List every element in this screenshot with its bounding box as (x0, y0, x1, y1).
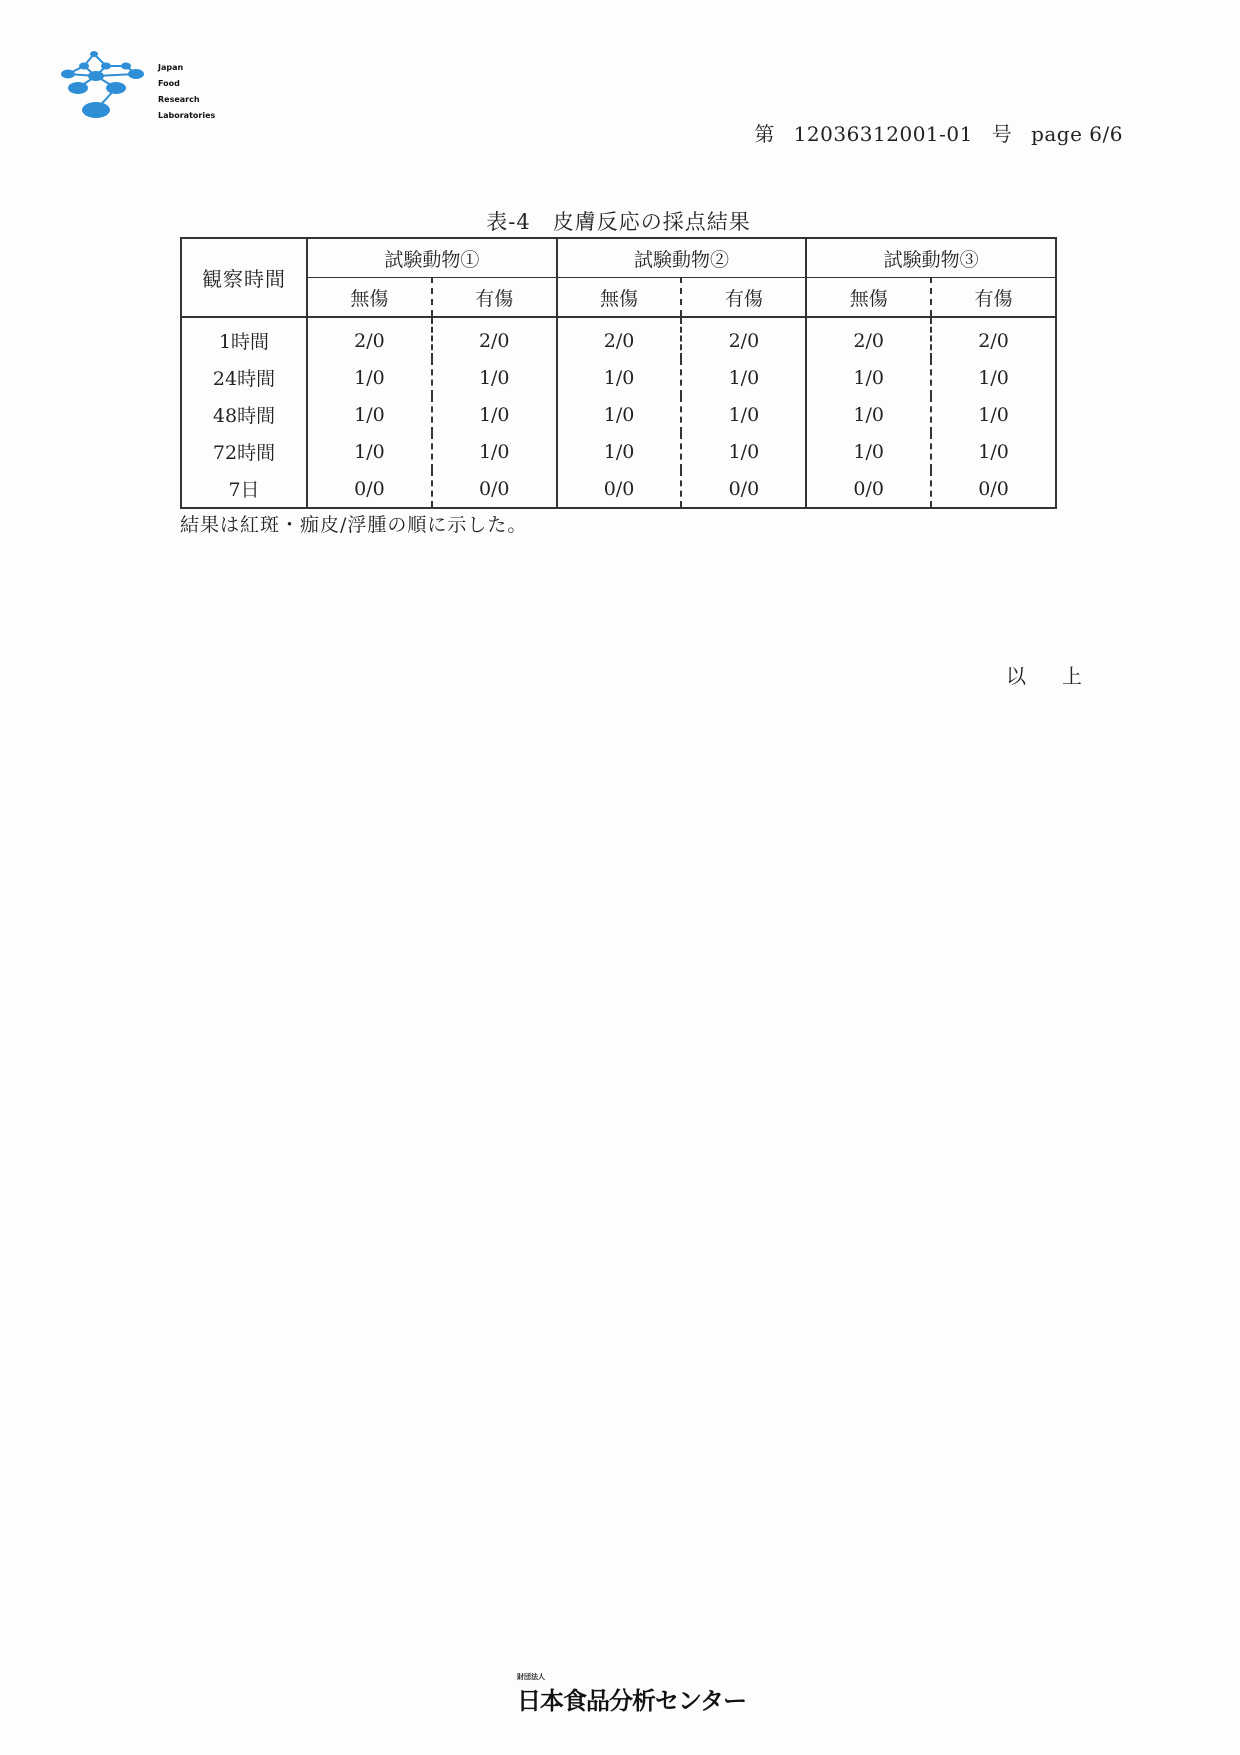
logo-line: Laboratories (158, 111, 216, 120)
table-note: 結果は紅斑・痂皮/浮腫の順に示した。 (180, 514, 528, 536)
value-cell: 1/0 (806, 396, 931, 433)
value-cell: 2/0 (557, 317, 682, 359)
value-cell: 2/0 (806, 317, 931, 359)
logo-network-icon (56, 48, 156, 134)
group-header-3: 試験動物③ (806, 238, 1056, 278)
subheader-intact: 無傷 (307, 278, 432, 318)
footer-org-logo (517, 1672, 747, 1715)
doc-number-prefix: 第 (754, 122, 775, 146)
table-row (181, 396, 1056, 433)
value-cell: 1/0 (557, 396, 682, 433)
group-header-2: 試験動物② (557, 238, 807, 278)
subheader-intact: 無傷 (806, 278, 931, 318)
logo-line: Japan (158, 63, 184, 72)
footer-org-name: 日本食品分析センター (517, 1687, 747, 1715)
table-row (181, 359, 1056, 396)
table-title: 皮膚反応の採点結果 (552, 210, 751, 234)
time-cell: 7日 (228, 479, 260, 501)
value-cell: 0/0 (432, 470, 557, 508)
value-cell: 0/0 (931, 470, 1056, 508)
value-cell: 1/0 (307, 359, 432, 396)
group-header-1: 試験動物① (307, 238, 557, 278)
jfrl-logo (56, 48, 226, 134)
skin-reaction-table (180, 237, 1057, 509)
doc-number-value: 12036312001-01 (793, 122, 973, 146)
value-cell: 1/0 (432, 396, 557, 433)
value-cell: 2/0 (931, 317, 1056, 359)
table-subheader-row (181, 278, 1056, 318)
value-cell: 1/0 (931, 359, 1056, 396)
table-row (181, 317, 1056, 359)
doc-number-suffix: 号 (991, 122, 1013, 146)
table-header-row (181, 238, 1056, 278)
closing-mark: 以上 (1006, 664, 1118, 688)
value-cell: 1/0 (681, 396, 806, 433)
value-cell: 1/0 (307, 396, 432, 433)
time-cell: 1時間 (218, 331, 270, 353)
value-cell: 0/0 (681, 470, 806, 508)
value-cell: 1/0 (432, 359, 557, 396)
document-number (754, 118, 1123, 147)
footer-org-type: 財団法人 (517, 1673, 545, 1681)
table-row (181, 470, 1056, 508)
value-cell: 1/0 (557, 433, 682, 470)
value-cell: 1/0 (557, 359, 682, 396)
value-cell: 0/0 (806, 470, 931, 508)
value-cell: 1/0 (681, 359, 806, 396)
value-cell: 1/0 (307, 433, 432, 470)
logo-line: Food (158, 79, 180, 88)
logo-text (158, 60, 215, 124)
value-cell: 1/0 (681, 433, 806, 470)
value-cell: 1/0 (931, 396, 1056, 433)
table-caption (180, 206, 1057, 236)
time-cell: 72時間 (212, 442, 276, 464)
value-cell: 2/0 (432, 317, 557, 359)
value-cell: 1/0 (931, 433, 1056, 470)
value-cell: 2/0 (307, 317, 432, 359)
time-cell: 48時間 (212, 405, 276, 427)
value-cell: 1/0 (806, 359, 931, 396)
value-cell: 0/0 (557, 470, 682, 508)
value-cell: 2/0 (681, 317, 806, 359)
value-cell: 1/0 (806, 433, 931, 470)
table-row (181, 433, 1056, 470)
value-cell: 1/0 (432, 433, 557, 470)
time-cell: 24時間 (212, 368, 276, 390)
subheader-abraded: 有傷 (432, 278, 557, 318)
subheader-abraded: 有傷 (931, 278, 1056, 318)
subheader-abraded: 有傷 (681, 278, 806, 318)
subheader-intact: 無傷 (557, 278, 682, 318)
page-indicator: page 6/6 (1031, 122, 1123, 146)
observation-time-header: 観察時間 (181, 238, 307, 317)
value-cell: 0/0 (307, 470, 432, 508)
table-number: 表-4 (486, 210, 531, 234)
logo-line: Research (158, 95, 200, 104)
